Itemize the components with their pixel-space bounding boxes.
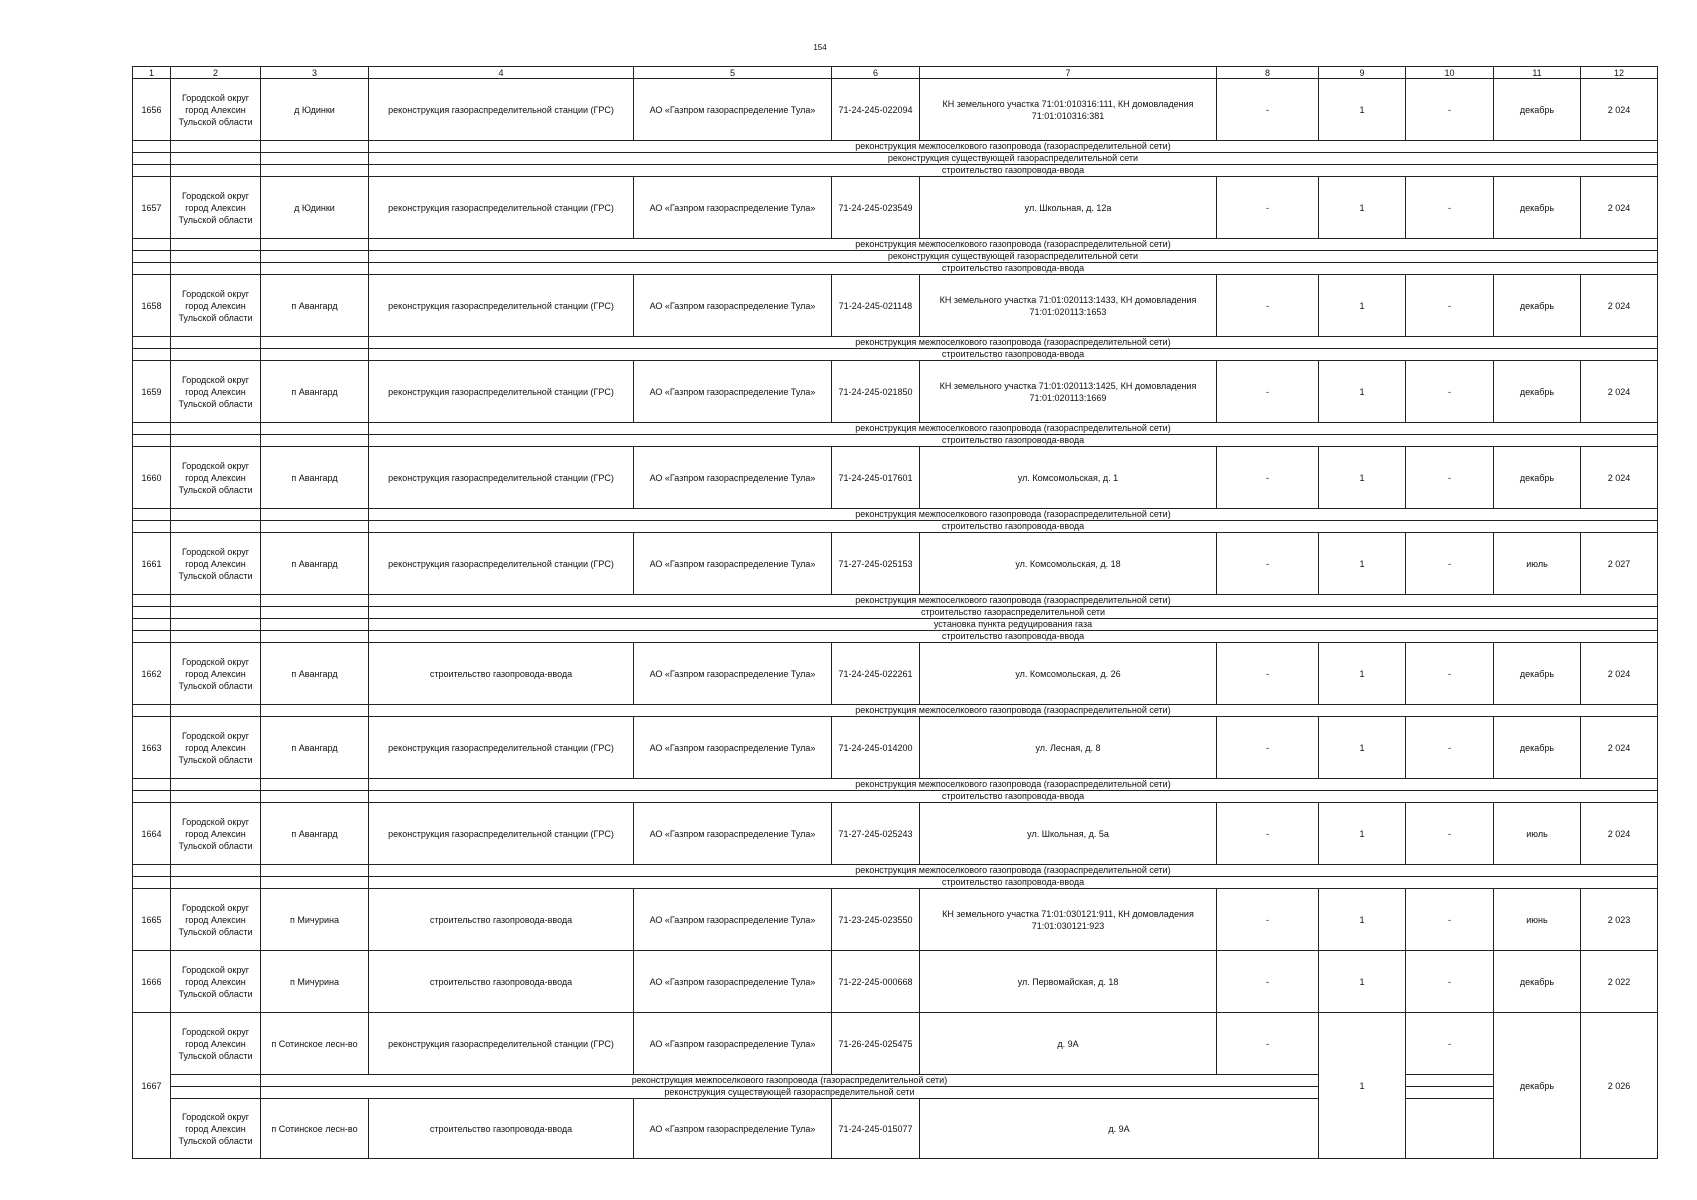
measure-cell: строительство газопровода-ввода: [369, 889, 634, 951]
year-cell: 2 027: [1581, 533, 1658, 595]
code-cell: 71-24-245-014200: [832, 717, 920, 779]
organization-cell: АО «Газпром газораспределение Тула»: [634, 177, 832, 239]
sub-empty-cell: [261, 595, 369, 607]
row-number: 1665: [133, 889, 171, 951]
sub-empty-cell: [133, 349, 171, 361]
settlement-cell: п Авангард: [261, 275, 369, 337]
col8-cell: -: [1217, 177, 1319, 239]
col9-cell: 1: [1319, 177, 1406, 239]
month-cell: июнь: [1494, 889, 1581, 951]
sub-empty-cell: [133, 239, 171, 251]
row-number: 1666: [133, 951, 171, 1013]
measure-cell: реконструкция газораспределительной станции (ГРС): [369, 717, 634, 779]
settlement-cell: п Авангард: [261, 717, 369, 779]
code-cell: 71-26-245-025475: [832, 1013, 920, 1075]
col10-cell: -: [1406, 951, 1494, 1013]
sub-row: [133, 779, 1658, 791]
municipality-cell: Городской округ город Алексин Тульской области: [171, 1099, 261, 1159]
col9-cell: 1: [1319, 717, 1406, 779]
sub-empty-cell: [171, 1075, 261, 1087]
sub-empty-cell: [171, 607, 261, 619]
measure-cell: реконструкция газораспределительной станции (ГРС): [369, 1013, 634, 1075]
code-cell: 71-24-245-022261: [832, 643, 920, 705]
organization-cell: АО «Газпром газораспределение Тула»: [634, 275, 832, 337]
row-number: 1656: [133, 79, 171, 141]
col10-cell: -: [1406, 533, 1494, 595]
sub-empty-cell: [261, 263, 369, 275]
sub-measure-cell: строительство газопровода-ввода: [369, 349, 1658, 361]
sub-measure-cell: реконструкция межпоселкового газопровода (газораспределительной сети): [369, 595, 1658, 607]
year-cell: 2 026: [1581, 1013, 1658, 1159]
column-header: 11: [1494, 67, 1581, 79]
year-cell: 2 024: [1581, 447, 1658, 509]
sub-empty-cell: [133, 165, 171, 177]
col10-cell: -: [1406, 717, 1494, 779]
sub-row: [133, 423, 1658, 435]
sub-row: [133, 607, 1658, 619]
address-cell: ул. Комсомольская, д. 1: [920, 447, 1217, 509]
municipality-cell: Городской округ город Алексин Тульской области: [171, 447, 261, 509]
municipality-cell: Городской округ город Алексин Тульской области: [171, 275, 261, 337]
year-cell: 2 023: [1581, 889, 1658, 951]
sub-row: [133, 595, 1658, 607]
measure-cell: реконструкция газораспределительной станции (ГРС): [369, 447, 634, 509]
sub-row: [133, 865, 1658, 877]
month-cell: декабрь: [1494, 717, 1581, 779]
sub-row: [133, 631, 1658, 643]
col8-cell: -: [1217, 361, 1319, 423]
municipality-cell: Городской округ город Алексин Тульской области: [171, 361, 261, 423]
address-cell: д. 9А: [920, 1099, 1319, 1159]
address-cell: ул. Лесная, д. 8: [920, 717, 1217, 779]
year-cell: 2 024: [1581, 643, 1658, 705]
municipality-cell: Городской округ город Алексин Тульской области: [171, 533, 261, 595]
sub-empty-cell: [261, 239, 369, 251]
col8-cell: -: [1217, 275, 1319, 337]
sub-row: [133, 153, 1658, 165]
sub-empty-cell: [171, 423, 261, 435]
sub-row: [133, 165, 1658, 177]
measure-cell: строительство газопровода-ввода: [369, 643, 634, 705]
col9-cell: 1: [1319, 643, 1406, 705]
sub-empty-cell: [171, 631, 261, 643]
col8-cell: -: [1217, 533, 1319, 595]
sub-empty-cell: [133, 153, 171, 165]
organization-cell: АО «Газпром газораспределение Тула»: [634, 643, 832, 705]
sub-measure-cell: реконструкция существующей газораспределительной сети: [369, 251, 1658, 263]
sub-empty-cell: [133, 141, 171, 153]
sub-measure-cell: реконструкция межпоселкового газопровода (газораспределительной сети): [369, 705, 1658, 717]
sub-empty-cell: [261, 791, 369, 803]
column-header: 9: [1319, 67, 1406, 79]
settlement-cell: д Юдинки: [261, 79, 369, 141]
col10-cell: -: [1406, 803, 1494, 865]
sub-empty-cell: [261, 619, 369, 631]
sub-empty-cell: [171, 705, 261, 717]
month-cell: декабрь: [1494, 177, 1581, 239]
sub-empty-cell: [261, 779, 369, 791]
sub-empty-cell: [171, 509, 261, 521]
sub-empty-cell: [133, 619, 171, 631]
col8-cell: -: [1217, 889, 1319, 951]
municipality-cell: Городской округ город Алексин Тульской области: [171, 717, 261, 779]
row-number: 1663: [133, 717, 171, 779]
organization-cell: АО «Газпром газораспределение Тула»: [634, 717, 832, 779]
sub-empty-cell: [261, 865, 369, 877]
settlement-cell: п Сотинское лесн-во: [261, 1099, 369, 1159]
table-row: [133, 447, 1658, 509]
sub-empty-cell: [171, 165, 261, 177]
organization-cell: АО «Газпром газораспределение Тула»: [634, 951, 832, 1013]
sub-empty-cell: [261, 165, 369, 177]
year-cell: 2 024: [1581, 717, 1658, 779]
sub-measure-cell: реконструкция межпоселкового газопровода (газораспределительной сети): [369, 337, 1658, 349]
municipality-cell: Городской округ город Алексин Тульской области: [171, 889, 261, 951]
sub-empty-cell: [261, 349, 369, 361]
code-cell: 71-24-245-023549: [832, 177, 920, 239]
code-cell: 71-24-245-022094: [832, 79, 920, 141]
month-cell: июль: [1494, 803, 1581, 865]
settlement-cell: п Авангард: [261, 447, 369, 509]
sub-empty-cell: [133, 705, 171, 717]
sub-empty-cell: [133, 423, 171, 435]
table-row: [133, 803, 1658, 865]
sub-empty-cell: [261, 337, 369, 349]
settlement-cell: п Авангард: [261, 533, 369, 595]
sub-row: [133, 509, 1658, 521]
municipality-cell: Городской округ город Алексин Тульской области: [171, 951, 261, 1013]
measure-cell: реконструкция газораспределительной станции (ГРС): [369, 803, 634, 865]
month-cell: декабрь: [1494, 1013, 1581, 1159]
municipality-cell: Городской округ город Алексин Тульской области: [171, 79, 261, 141]
col9-cell: 1: [1319, 533, 1406, 595]
sub-measure-cell: строительство газораспределительной сети: [369, 607, 1658, 619]
sub-row: [133, 1075, 1658, 1087]
measure-cell: реконструкция газораспределительной станции (ГРС): [369, 275, 634, 337]
code-cell: 71-22-245-000668: [832, 951, 920, 1013]
sub-row: [133, 141, 1658, 153]
col8-cell: -: [1217, 447, 1319, 509]
sub-row: [133, 239, 1658, 251]
sub-measure-cell: реконструкция существующей газораспределительной сети: [369, 153, 1658, 165]
sub-row: [133, 263, 1658, 275]
row-number: 1658: [133, 275, 171, 337]
sub-empty-cell: [171, 435, 261, 447]
col8-cell: -: [1217, 643, 1319, 705]
sub-empty-cell: [261, 705, 369, 717]
sub-empty-cell: [261, 631, 369, 643]
sub-empty-cell: [133, 607, 171, 619]
sub-measure-cell: строительство газопровода-ввода: [369, 263, 1658, 275]
sub-empty-cell: [261, 141, 369, 153]
col10-empty-cell: [1406, 1099, 1494, 1159]
col8-cell: -: [1217, 803, 1319, 865]
row-number: 1661: [133, 533, 171, 595]
sub-empty-cell: [171, 337, 261, 349]
table-row: [133, 951, 1658, 1013]
sub-measure-cell: реконструкция существующей газораспределительной сети: [261, 1087, 1319, 1099]
register-table: [132, 66, 1658, 1159]
column-header: 12: [1581, 67, 1658, 79]
sub-measure-cell: реконструкция межпоселкового газопровода (газораспределительной сети): [369, 423, 1658, 435]
sub-measure-cell: строительство газопровода-ввода: [369, 877, 1658, 889]
address-cell: КН земельного участка 71:01:010316:111, КН домовладения 71:01:010316:381: [920, 79, 1217, 141]
municipality-cell: Городской округ город Алексин Тульской области: [171, 643, 261, 705]
organization-cell: АО «Газпром газораспределение Тула»: [634, 1013, 832, 1075]
col9-cell: 1: [1319, 275, 1406, 337]
address-cell: ул. Первомайская, д. 18: [920, 951, 1217, 1013]
row-number: 1662: [133, 643, 171, 705]
col9-cell: 1: [1319, 447, 1406, 509]
sub-row: [133, 877, 1658, 889]
col8-cell: -: [1217, 951, 1319, 1013]
header-row: [133, 67, 1658, 79]
sub-empty-cell: [133, 521, 171, 533]
sub-empty-cell: [133, 435, 171, 447]
row-number: 1657: [133, 177, 171, 239]
col10-cell: -: [1406, 177, 1494, 239]
sub-empty-cell: [171, 595, 261, 607]
sub-measure-cell: строительство газопровода-ввода: [369, 165, 1658, 177]
sub-empty-cell: [171, 521, 261, 533]
settlement-cell: п Мичурина: [261, 951, 369, 1013]
row-number: 1660: [133, 447, 171, 509]
sub-empty-cell: [133, 595, 171, 607]
code-cell: 71-23-245-023550: [832, 889, 920, 951]
code-cell: 71-24-245-021850: [832, 361, 920, 423]
organization-cell: АО «Газпром газораспределение Тула»: [634, 803, 832, 865]
sub-row: [133, 705, 1658, 717]
sub-empty-cell: [171, 865, 261, 877]
sub-empty-cell: [133, 337, 171, 349]
column-header: 8: [1217, 67, 1319, 79]
col10-cell: -: [1406, 643, 1494, 705]
row-number: 1659: [133, 361, 171, 423]
sub-empty-cell: [133, 865, 171, 877]
sub-empty-cell: [261, 521, 369, 533]
settlement-cell: п Авангард: [261, 361, 369, 423]
table-row: [133, 275, 1658, 337]
col10-cell: -: [1406, 889, 1494, 951]
month-cell: декабрь: [1494, 447, 1581, 509]
year-cell: 2 024: [1581, 79, 1658, 141]
address-cell: д. 9А: [920, 1013, 1217, 1075]
sub-empty-cell: [261, 251, 369, 263]
address-cell: КН земельного участка 71:01:020113:1425, КН домовладения 71:01:020113:1669: [920, 361, 1217, 423]
sub-measure-cell: реконструкция межпоселкового газопровода (газораспределительной сети): [369, 865, 1658, 877]
sub-row: [133, 791, 1658, 803]
code-cell: 71-27-245-025153: [832, 533, 920, 595]
sub-row: [133, 619, 1658, 631]
sub-row: [133, 435, 1658, 447]
sub-measure-cell: строительство газопровода-ввода: [369, 435, 1658, 447]
sub-empty-cell: [133, 877, 171, 889]
measure-cell: строительство газопровода-ввода: [369, 951, 634, 1013]
table-row: [133, 177, 1658, 239]
year-cell: 2 024: [1581, 177, 1658, 239]
col10-cell: -: [1406, 447, 1494, 509]
sub-empty-cell: [261, 509, 369, 521]
settlement-cell: д Юдинки: [261, 177, 369, 239]
sub-empty-cell: [1406, 1087, 1494, 1099]
column-header: 7: [920, 67, 1217, 79]
sub-empty-cell: [171, 779, 261, 791]
col8-cell: -: [1217, 79, 1319, 141]
sub-empty-cell: [171, 239, 261, 251]
sub-empty-cell: [133, 779, 171, 791]
column-header: 5: [634, 67, 832, 79]
month-cell: декабрь: [1494, 79, 1581, 141]
sub-measure-cell: строительство газопровода-ввода: [369, 631, 1658, 643]
address-cell: ул. Комсомольская, д. 26: [920, 643, 1217, 705]
table-row: [133, 1099, 1658, 1159]
row-number: 1667: [133, 1013, 171, 1159]
measure-cell: реконструкция газораспределительной станции (ГРС): [369, 79, 634, 141]
col9-cell: 1: [1319, 1013, 1406, 1159]
year-cell: 2 024: [1581, 275, 1658, 337]
address-cell: ул. Школьная, д. 5а: [920, 803, 1217, 865]
measure-cell: реконструкция газораспределительной станции (ГРС): [369, 361, 634, 423]
column-header: 1: [133, 67, 171, 79]
page-number: 154: [813, 43, 827, 52]
code-cell: 71-24-245-017601: [832, 447, 920, 509]
sub-row: [133, 521, 1658, 533]
table-row: [133, 643, 1658, 705]
sub-measure-cell: реконструкция межпоселкового газопровода (газораспределительной сети): [369, 239, 1658, 251]
sub-measure-cell: реконструкция межпоселкового газопровода (газораспределительной сети): [261, 1075, 1319, 1087]
organization-cell: АО «Газпром газораспределение Тула»: [634, 447, 832, 509]
col10-cell: -: [1406, 79, 1494, 141]
column-header: 6: [832, 67, 920, 79]
sub-empty-cell: [261, 423, 369, 435]
sub-empty-cell: [133, 509, 171, 521]
sub-empty-cell: [171, 251, 261, 263]
code-cell: 71-27-245-025243: [832, 803, 920, 865]
table-row: [133, 361, 1658, 423]
col9-cell: 1: [1319, 803, 1406, 865]
organization-cell: АО «Газпром газораспределение Тула»: [634, 1099, 832, 1159]
organization-cell: АО «Газпром газораспределение Тула»: [634, 533, 832, 595]
sub-empty-cell: [261, 153, 369, 165]
sub-empty-cell: [133, 263, 171, 275]
settlement-cell: п Мичурина: [261, 889, 369, 951]
month-cell: декабрь: [1494, 275, 1581, 337]
col9-cell: 1: [1319, 951, 1406, 1013]
sub-empty-cell: [171, 877, 261, 889]
col9-cell: 1: [1319, 889, 1406, 951]
sub-row: [133, 1087, 1658, 1099]
col8-cell: -: [1217, 717, 1319, 779]
month-cell: декабрь: [1494, 951, 1581, 1013]
municipality-cell: Городской округ город Алексин Тульской области: [171, 1013, 261, 1075]
sub-empty-cell: [261, 877, 369, 889]
address-cell: ул. Комсомольская, д. 18: [920, 533, 1217, 595]
year-cell: 2 024: [1581, 803, 1658, 865]
table-row: [133, 79, 1658, 141]
month-cell: декабрь: [1494, 643, 1581, 705]
sub-empty-cell: [171, 619, 261, 631]
row-number: 1664: [133, 803, 171, 865]
address-cell: КН земельного участка 71:01:030121:911, КН домовладения 71:01:030121:923: [920, 889, 1217, 951]
municipality-cell: Городской округ город Алексин Тульской области: [171, 177, 261, 239]
year-cell: 2 024: [1581, 361, 1658, 423]
sub-row: [133, 349, 1658, 361]
sub-empty-cell: [133, 251, 171, 263]
sub-empty-cell: [261, 435, 369, 447]
measure-cell: реконструкция газораспределительной станции (ГРС): [369, 177, 634, 239]
sub-measure-cell: реконструкция межпоселкового газопровода (газораспределительной сети): [369, 509, 1658, 521]
col10-cell: -: [1406, 275, 1494, 337]
settlement-cell: п Авангард: [261, 803, 369, 865]
sub-measure-cell: реконструкция межпоселкового газопровода (газораспределительной сети): [369, 779, 1658, 791]
col9-cell: 1: [1319, 361, 1406, 423]
col10-cell: -: [1406, 361, 1494, 423]
register-body: [133, 67, 1658, 1159]
col9-cell: 1: [1319, 79, 1406, 141]
measure-cell: строительство газопровода-ввода: [369, 1099, 634, 1159]
column-header: 3: [261, 67, 369, 79]
table-row: [133, 717, 1658, 779]
table-row: [133, 533, 1658, 595]
sub-empty-cell: [171, 263, 261, 275]
column-header: 10: [1406, 67, 1494, 79]
month-cell: декабрь: [1494, 361, 1581, 423]
sub-measure-cell: установка пункта редуцирования газа: [369, 619, 1658, 631]
sub-row: [133, 251, 1658, 263]
table-row: [133, 889, 1658, 951]
measure-cell: реконструкция газораспределительной станции (ГРС): [369, 533, 634, 595]
sub-measure-cell: реконструкция межпоселкового газопровода (газораспределительной сети): [369, 141, 1658, 153]
code-cell: 71-24-245-015077: [832, 1099, 920, 1159]
sub-empty-cell: [133, 631, 171, 643]
col8-cell: -: [1217, 1013, 1319, 1075]
municipality-cell: Городской округ город Алексин Тульской области: [171, 803, 261, 865]
sub-empty-cell: [261, 607, 369, 619]
address-cell: КН земельного участка 71:01:020113:1433, КН домовладения 71:01:020113:1653: [920, 275, 1217, 337]
sub-measure-cell: строительство газопровода-ввода: [369, 791, 1658, 803]
column-header: 4: [369, 67, 634, 79]
sub-row: [133, 337, 1658, 349]
sub-empty-cell: [171, 153, 261, 165]
sub-empty-cell: [171, 1087, 261, 1099]
sub-measure-cell: строительство газопровода-ввода: [369, 521, 1658, 533]
sub-empty-cell: [1406, 1075, 1494, 1087]
code-cell: 71-24-245-021148: [832, 275, 920, 337]
organization-cell: АО «Газпром газораспределение Тула»: [634, 79, 832, 141]
year-cell: 2 022: [1581, 951, 1658, 1013]
column-header: 2: [171, 67, 261, 79]
organization-cell: АО «Газпром газораспределение Тула»: [634, 889, 832, 951]
sub-empty-cell: [171, 791, 261, 803]
settlement-cell: п Сотинское лесн-во: [261, 1013, 369, 1075]
month-cell: июль: [1494, 533, 1581, 595]
sub-empty-cell: [133, 791, 171, 803]
settlement-cell: п Авангард: [261, 643, 369, 705]
sub-empty-cell: [171, 349, 261, 361]
table-row: [133, 1013, 1658, 1075]
sub-empty-cell: [171, 141, 261, 153]
address-cell: ул. Школьная, д. 12а: [920, 177, 1217, 239]
col10-cell: -: [1406, 1013, 1494, 1075]
organization-cell: АО «Газпром газораспределение Тула»: [634, 361, 832, 423]
